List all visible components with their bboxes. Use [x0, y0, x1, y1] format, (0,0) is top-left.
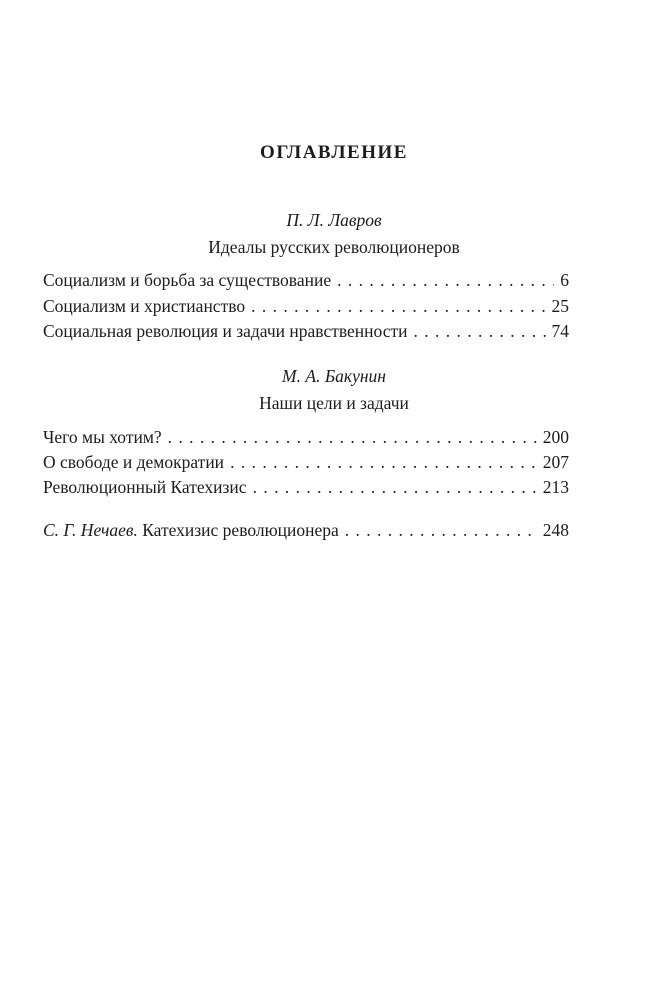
toc-entry[interactable]: [43, 321, 569, 345]
toc-entry[interactable]: [43, 296, 569, 320]
toc-entry[interactable]: [43, 427, 569, 451]
toc-entry-nechaev[interactable]: [43, 520, 569, 544]
work-title-lavrov: Идеалы русских революционеров: [208, 237, 460, 257]
toc-entry-title: Катехизис революционера: [142, 520, 339, 540]
toc-entry-label: Социальная революция и задачи нравственности: [43, 321, 408, 341]
toc-entry-label: Социализм и борьба за существование: [43, 270, 332, 290]
author-nechaev: С. Г. Нечаев.: [43, 520, 138, 540]
dot-leader: [414, 321, 546, 342]
dot-leader: [345, 520, 537, 541]
toc-entry-page: 74: [551, 321, 569, 341]
dot-leader: [251, 296, 545, 317]
toc-entry-label: Революционный Катехизис: [43, 477, 247, 497]
dot-leader: [230, 452, 537, 473]
author-bakunin: М. А. Бакунин: [282, 366, 386, 386]
toc-entry[interactable]: [43, 477, 569, 501]
toc-entry-label: Чего мы хотим?: [43, 427, 162, 447]
toc-entry-page: 200: [542, 427, 569, 447]
toc-entry-page: 213: [542, 477, 569, 497]
toc-entry[interactable]: [43, 270, 569, 294]
toc-entry-page: 248: [542, 520, 569, 540]
toc-entry[interactable]: [43, 452, 569, 476]
dot-leader: [168, 427, 537, 448]
author-lavrov: П. Л. Лавров: [286, 210, 382, 230]
dot-leader: [253, 477, 537, 498]
page-title: ОГЛАВЛЕНИЕ: [260, 142, 408, 163]
toc-entry-page: 25: [551, 296, 569, 316]
toc-entry-label: [43, 520, 345, 541]
work-title-bakunin: Наши цели и задачи: [259, 393, 409, 413]
toc-entry-label: О свободе и демократии: [43, 452, 225, 472]
toc-entry-page: 6: [560, 270, 569, 290]
toc-entry-page: 207: [542, 452, 569, 472]
toc-entry-label: Социализм и христианство: [43, 296, 246, 316]
dot-leader: [337, 270, 554, 291]
